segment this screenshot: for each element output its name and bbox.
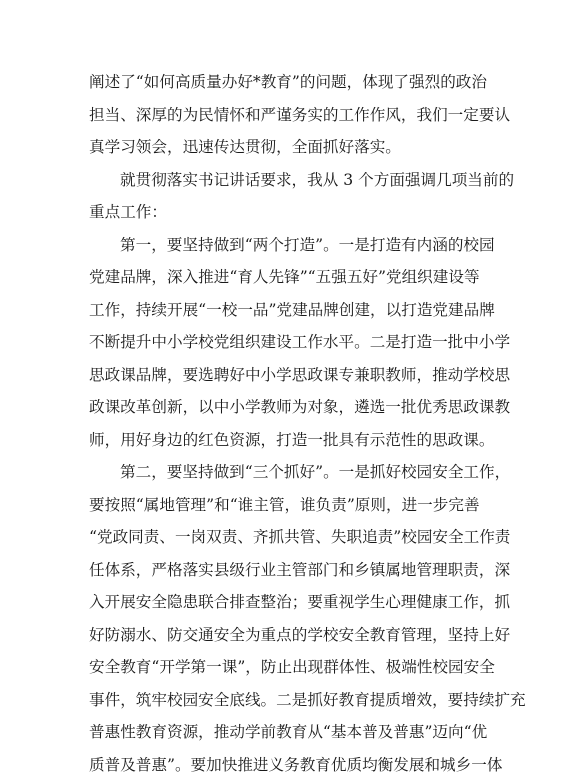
text-line: 好防溺水、防交通安全为重点的学校安全教育管理，坚持上好 — [89, 619, 505, 652]
text-line: 入开展安全隐患联合排查整治；要重视学生心理健康工作，抓 — [89, 586, 505, 619]
text-line: 第一，要坚持做到“两个打造”。一是打造有内涵的校园 — [89, 229, 505, 262]
text-line: 不断提升中小学校党组织建设工作水平。二是打造一批中小学 — [89, 326, 505, 359]
text-line: 质普及普惠”。要加快推进义务教育优质均衡发展和城乡一体 — [89, 749, 505, 781]
paragraph — [89, 66, 505, 164]
text-line: 事件，筑牢校园安全底线。二是抓好教育提质增效，要持续扩充 — [89, 684, 505, 717]
text-line: 工作，持续开展“一校一品”党建品牌创建，以打造党建品牌 — [89, 294, 505, 327]
text-line: 党建品牌，深入推进“育人先锋”“五强五好”党组织建设等 — [89, 261, 505, 294]
document-body — [89, 66, 505, 781]
text-line: 普惠性教育资源，推动学前教育从“基本普及普惠”迈向“优 — [89, 716, 505, 749]
text-line: 担当、深厚的为民情怀和严谨务实的工作作风，我们一定要认 — [89, 99, 505, 132]
text-line: 政课改革创新，以中小学教师为对象，遴选一批优秀思政课教 — [89, 391, 505, 424]
paragraph — [89, 456, 505, 781]
text-line: 任体系，严格落实县级行业主管部门和乡镇属地管理职责，深 — [89, 554, 505, 587]
text-line: 真学习领会，迅速传达贯彻，全面抓好落实。 — [89, 131, 505, 164]
text-line: 阐述了“如何高质量办好*教育”的问题，体现了强烈的政治 — [89, 66, 505, 99]
text-line: 重点工作： — [89, 196, 505, 229]
paragraph — [89, 229, 505, 457]
text-line: 就贯彻落实书记讲话要求，我从 3 个方面强调几项当前的 — [89, 164, 505, 197]
text-line: 安全教育“开学第一课”，防止出现群体性、极端性校园安全 — [89, 651, 505, 684]
text-line: 思政课品牌，要选聘好中小学思政课专兼职教师，推动学校思 — [89, 359, 505, 392]
paragraph — [89, 164, 505, 229]
text-line: 师，用好身边的红色资源，打造一批具有示范性的思政课。 — [89, 424, 505, 457]
text-line: 要按照“属地管理”和“谁主管，谁负责”原则，进一步完善 — [89, 489, 505, 522]
text-line: 第二，要坚持做到“三个抓好”。一是抓好校园安全工作， — [89, 456, 505, 489]
text-line: “党政同责、一岗双责、齐抓共管、失职追责”校园安全工作责 — [89, 521, 505, 554]
